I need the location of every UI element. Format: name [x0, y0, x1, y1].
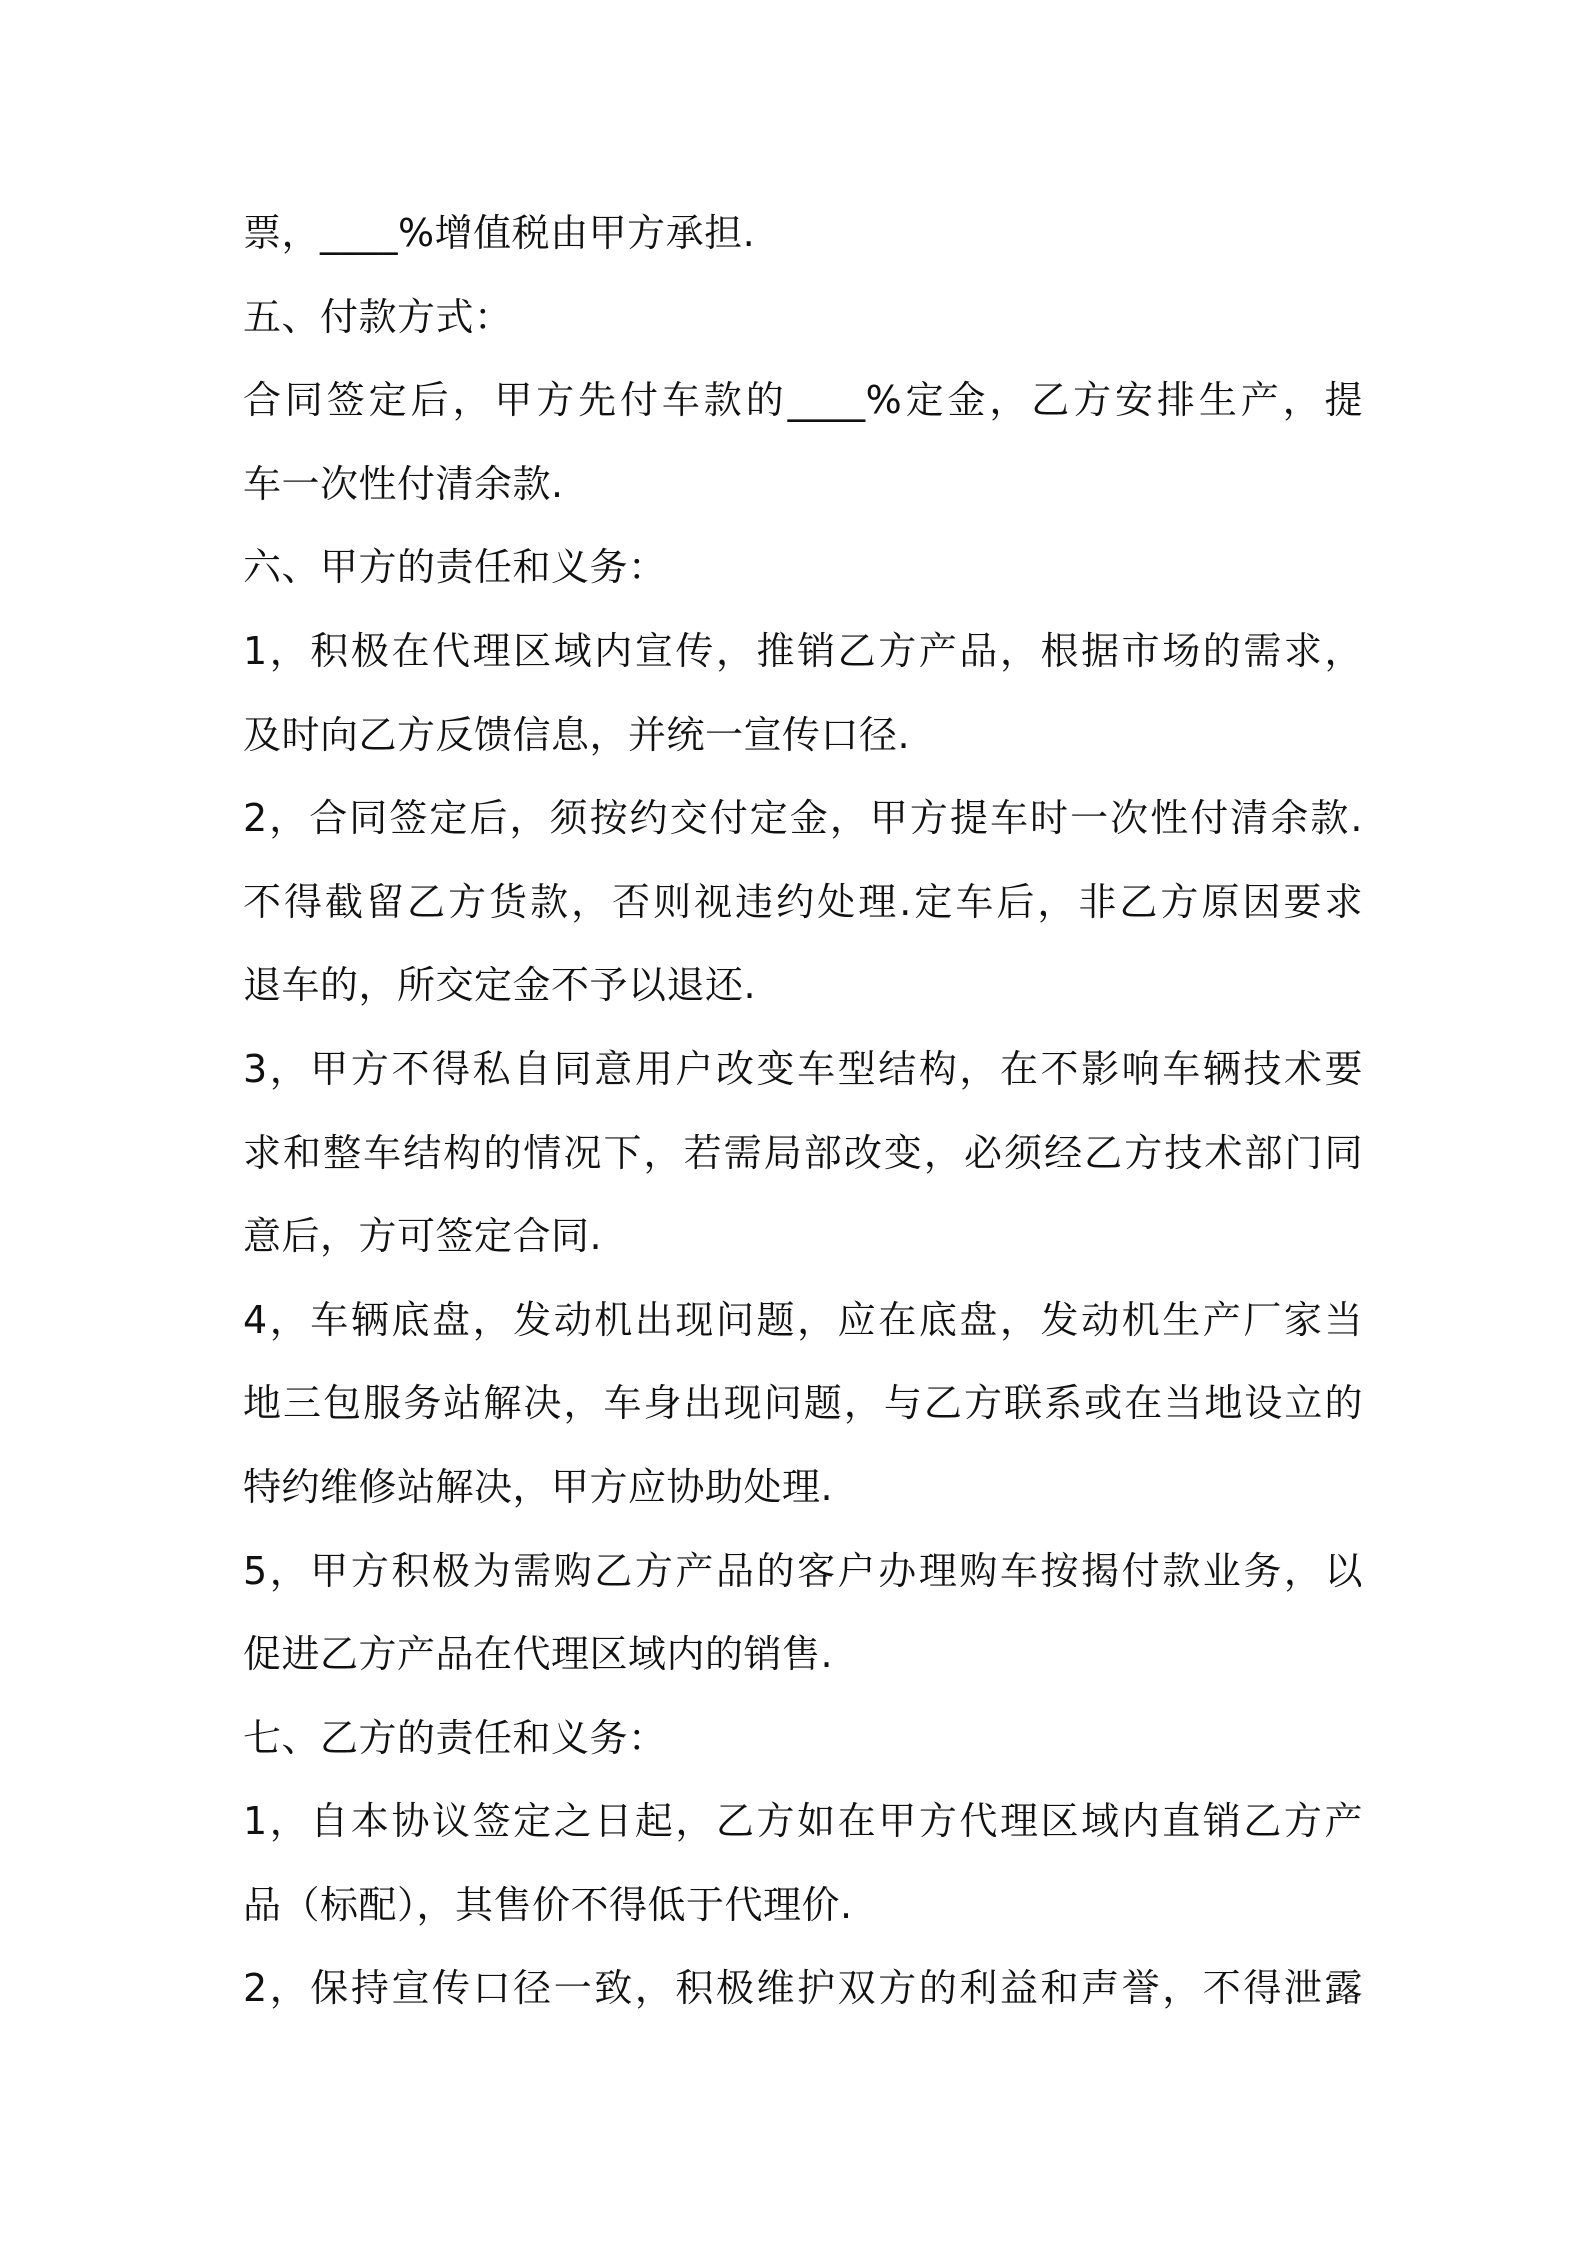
text-line: 5，甲方积极为需购乙方产品的客户办理购车按揭付款业务，以: [243, 1548, 1363, 1593]
text-line: 退车的，所交定金不予以退还.: [243, 963, 757, 1008]
text-line: 2，合同签定后，须按约交付定金，甲方提车时一次性付清余款.: [243, 796, 1363, 841]
text-line: 车一次性付清余款.: [243, 461, 564, 506]
text-line: 合同签定后，甲方先付车款的____%定金，乙方安排生产，提: [243, 378, 1363, 423]
text-line: 1，自本协议签定之日起，乙方如在甲方代理区域内直销乙方产: [243, 1799, 1363, 1844]
text-line: 3，甲方不得私自同意用户改变车型结构，在不影响车辆技术要: [243, 1046, 1363, 1091]
text-line: 不得截留乙方货款，否则视违约处理.定车后，非乙方原因要求: [243, 879, 1363, 924]
document-body: [243, 192, 1363, 2031]
text-line: 及时向乙方反馈信息，并统一宣传口径.: [243, 712, 911, 757]
section-heading-party-b: 七、乙方的责任和义务：: [243, 1715, 667, 1760]
text-line: 票，____%增值税由甲方承担.: [243, 211, 756, 255]
text-line: 求和整车结构的情况下，若需局部改变，必须经乙方技术部门同: [243, 1130, 1363, 1175]
section-heading-party-a: 六、甲方的责任和义务：: [243, 545, 667, 590]
text-line: 2，保持宣传口径一致，积极维护双方的利益和声誉，不得泄露: [243, 1966, 1363, 2011]
text-line: 地三包服务站解决，车身出现问题，与乙方联系或在当地设立的: [243, 1381, 1363, 1426]
text-line: 特约维修站解决，甲方应协助处理.: [243, 1464, 834, 1509]
text-line: 1，积极在代理区域内宣传，推销乙方产品，根据市场的需求，: [243, 628, 1363, 673]
text-line: 品（标配），其售价不得低于代理价.: [243, 1882, 853, 1927]
section-heading-payment: 五、付款方式：: [243, 294, 513, 339]
text-line: 促进乙方产品在代理区域内的销售.: [243, 1632, 834, 1677]
text-line: 4，车辆底盘，发动机出现问题，应在底盘，发动机生产厂家当: [243, 1297, 1363, 1342]
text-line: 意后，方可签定合同.: [243, 1214, 603, 1259]
